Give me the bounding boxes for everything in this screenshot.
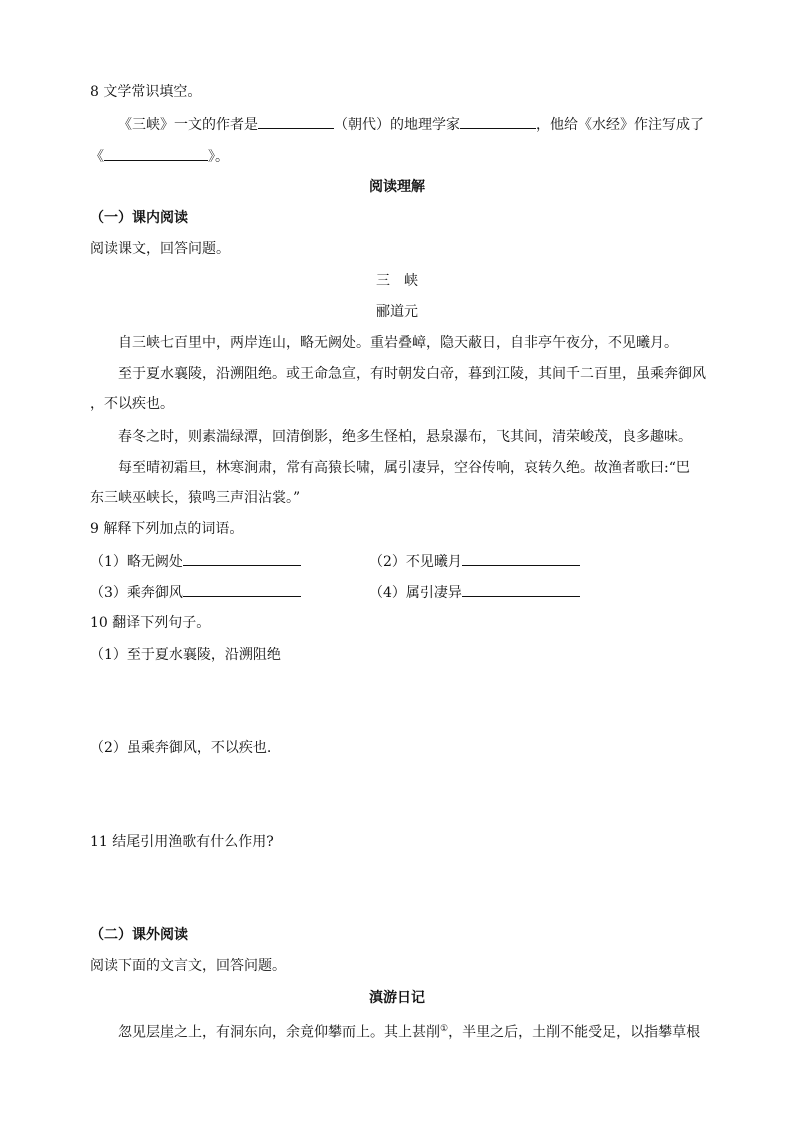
passage-paragraph-3: 春冬之时，则素湍绿潭，回清倒影，绝多生怪柏，悬泉瀑布，飞其间，清荣峻茂，良多趣味。 (118, 429, 692, 445)
part2-title: 滇游日记 (369, 990, 425, 1006)
q10-sentence-2: （2）虽乘奔御风，不以疾也. (90, 740, 272, 756)
part2-paragraph-1-a: 忽见层崖之上，有洞东向，余竟仰攀而上。其上甚削 (118, 1024, 440, 1041)
q9-item-4-blank[interactable] (462, 582, 580, 597)
passage-paragraph-4: 每至晴初霜旦，林寒涧肃，常有高猿长啸，属引凄异，空谷传响，哀转久绝。故渔者歌曰:“巴 (118, 460, 690, 476)
q9-item-4-label: （4）属引凄异 (369, 585, 462, 601)
part2-paragraph-1-b: ，半里之后，土削不能受足，以指攀草根 (448, 1024, 701, 1041)
q9-item-3-label: （3）乘奔御风 (90, 585, 183, 601)
part1-instruction: 阅读课文，回答问题。 (90, 241, 230, 257)
q8-text-d: 《 (90, 149, 104, 165)
q8-blank-occupation[interactable] (460, 114, 536, 129)
part2-heading: （二）课外阅读 (90, 927, 188, 943)
poem-author: 郦道元 (376, 304, 418, 320)
q8-text-e: 》。 (208, 149, 229, 165)
q9-item-2-blank[interactable] (462, 551, 580, 566)
q9-item-1-blank[interactable] (183, 551, 301, 566)
q8-title: 8 文学常识填空。 (90, 84, 202, 100)
q8-line2 (90, 146, 229, 167)
q11-title: 11 结尾引用渔歌有什么作用? (90, 834, 274, 850)
q9-item-3 (90, 582, 301, 603)
q10-sentence-1: （1）至于夏水襄陵，沿溯阻绝 (90, 647, 281, 663)
part1-heading: （一）课内阅读 (90, 210, 188, 226)
q8-blank-book[interactable] (104, 146, 208, 161)
q8-text-b: （朝代）的地理学家 (334, 117, 460, 133)
q10-title: 10 翻译下列句子。 (90, 615, 211, 631)
q9-title: 9 解释下列加点的词语。 (90, 521, 244, 537)
section-title: 阅读理解 (369, 179, 425, 195)
passage-paragraph-2: 至于夏水襄陵，沿溯阻绝。或王命急宣，有时朝发白帝，暮到江陵，其间千二百里，虽乘奔御风 (118, 366, 706, 382)
q8-text-a: 《三峡》一文的作者是 (118, 117, 258, 133)
q8-line1 (118, 114, 704, 135)
q9-item-2 (369, 551, 580, 572)
passage-paragraph-1: 自三峡七百里中，两岸连山，略无阙处。重岩叠嶂，隐天蔽日，自非亭午夜分，不见曦月。 (118, 335, 678, 351)
q9-item-1 (90, 551, 301, 572)
footnote-marker: ① (440, 1024, 449, 1034)
q9-item-1-label: （1）略无阙处 (90, 554, 183, 570)
part2-instruction: 阅读下面的文言文，回答问题。 (90, 958, 286, 974)
q9-item-3-blank[interactable] (183, 582, 301, 597)
q8-blank-author[interactable] (258, 114, 334, 129)
passage-paragraph-4-cont: 东三峡巫峡长，猿鸣三声泪沾裳。” (90, 490, 301, 506)
passage-paragraph-2-cont: ，不以疾也。 (90, 396, 174, 412)
q9-item-4 (369, 582, 580, 603)
q8-text-c: ，他给《水经》作注写成了 (536, 117, 704, 133)
part2-paragraph-1 (118, 1019, 700, 1043)
q9-item-2-label: （2）不见曦月 (369, 554, 462, 570)
poem-title: 三 峡 (376, 273, 418, 289)
